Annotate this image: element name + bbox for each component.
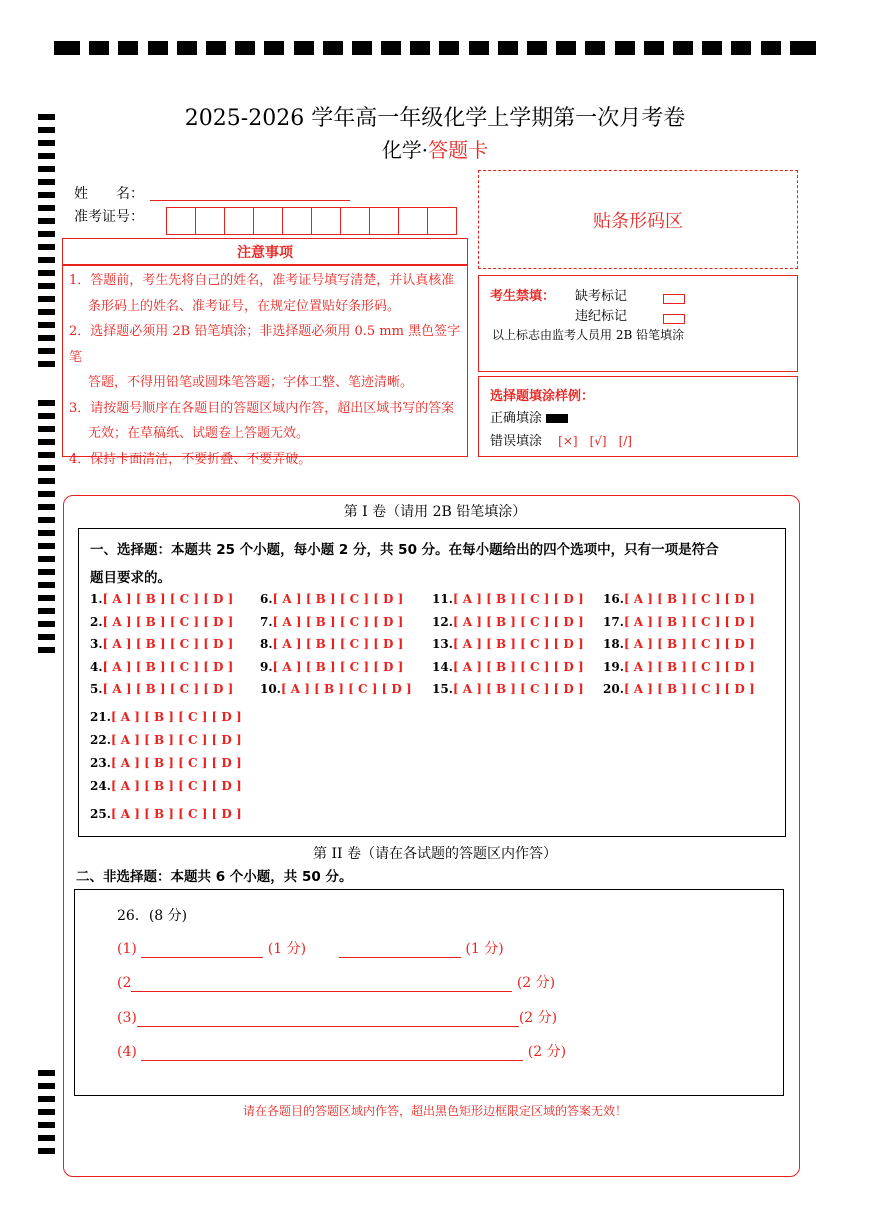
question-number: 25. (90, 807, 111, 821)
notice-item: 条形码上的姓名、准考证号，在规定位置贴好条形码。 (88, 298, 401, 314)
part1-title: 第 I 卷（请用 2B 铅笔填涂） (343, 504, 527, 520)
question-number: 5. (90, 682, 103, 696)
choice-question[interactable] (603, 592, 755, 606)
violation-checkbox[interactable] (663, 308, 685, 327)
q26-part3-score: (2 分) (518, 1010, 558, 1026)
q26-part4-label: (4) (117, 1044, 137, 1060)
notice-item: 2．选择题必须用 2B 铅笔填涂；非选择题必须用 0.5 mm 黑色签字笔 (69, 324, 461, 365)
question-number: 7. (260, 615, 273, 629)
choice-question[interactable] (90, 756, 242, 770)
question-number: 4. (90, 660, 103, 674)
notice-box (62, 265, 468, 467)
choice-question[interactable] (432, 682, 584, 696)
name-field[interactable] (150, 200, 350, 201)
sample-correct-row (490, 407, 568, 426)
sample-wrong-row (490, 430, 632, 449)
answer-options[interactable]: [ A ] [ B ] [ C ] [ D ] (272, 615, 404, 629)
choice-question[interactable] (90, 779, 242, 793)
question-number: 18. (603, 637, 624, 651)
sample-title: 选择题填涂样例： (490, 389, 595, 404)
choice-question[interactable] (90, 682, 233, 696)
choice-question[interactable] (260, 592, 403, 606)
answer-options[interactable]: [ A ] [ B ] [ C ] [ D ] (110, 779, 242, 793)
answer-options[interactable]: [ A ] [ B ] [ C ] [ D ] (280, 682, 412, 696)
q26-part1 (117, 938, 504, 958)
question-number: 19. (603, 660, 624, 674)
question-number: 6. (260, 592, 273, 606)
choice-question[interactable] (603, 660, 755, 674)
barcode-area (478, 170, 798, 269)
filled-mark-icon (546, 414, 568, 423)
id-number-grid[interactable] (166, 207, 456, 235)
answer-options[interactable]: [ A ] [ B ] [ C ] [ D ] (452, 682, 584, 696)
top-timing-marks (54, 41, 816, 55)
choice-question[interactable] (432, 660, 584, 674)
answer-options[interactable]: [ A ] [ B ] [ C ] [ D ] (272, 660, 404, 674)
answer-options[interactable]: [ A ] [ B ] [ C ] [ D ] (102, 592, 234, 606)
question-number: 24. (90, 779, 111, 793)
notice-item: 4．保持卡面清洁，不要折叠、不要弄破。 (69, 451, 312, 467)
notice-header (62, 238, 468, 265)
answer-options[interactable]: [ A ] [ B ] [ C ] [ D ] (102, 660, 234, 674)
answer-options[interactable]: [ A ] [ B ] [ C ] [ D ] (110, 710, 242, 724)
answer-options[interactable]: [ A ] [ B ] [ C ] [ D ] (272, 592, 404, 606)
part2-instruction: 二、非选择题：本题共 6 个小题，共 50 分。 (76, 869, 353, 885)
question-number: 3. (90, 637, 103, 651)
question-number: 9. (260, 660, 273, 674)
choice-question[interactable] (260, 682, 412, 696)
q26-part2 (117, 972, 555, 992)
q26-part2-score: (2 分) (516, 975, 556, 991)
choice-question[interactable] (260, 637, 403, 651)
question-number: 21. (90, 710, 111, 724)
answer-options[interactable]: [ A ] [ B ] [ C ] [ D ] (623, 682, 755, 696)
question-number: 14. (432, 660, 453, 674)
answer-options[interactable]: [ A ] [ B ] [ C ] [ D ] (623, 637, 755, 651)
choice-question[interactable] (90, 710, 242, 724)
sample-wrong-label: 错误填涂 (490, 434, 543, 449)
answer-options[interactable]: [ A ] [ B ] [ C ] [ D ] (110, 733, 242, 747)
q26-part3-label: (3) (117, 1010, 137, 1026)
notice-item: 1．答题前，考生先将自己的姓名，准考证号填写清楚，并认真核准 (69, 273, 455, 288)
question-number: 10. (260, 682, 281, 696)
part2-title: 第 II 卷（请在各试题的答题区内作答） (313, 846, 557, 862)
page-subtitle (0, 134, 870, 163)
q26-part1-label: (1) (117, 941, 137, 957)
violation-label: 违纪标记 (575, 309, 628, 324)
answer-options[interactable]: [ A ] [ B ] [ C ] [ D ] (452, 592, 584, 606)
question-number: 20. (603, 682, 624, 696)
q26-part4 (117, 1041, 566, 1061)
part1-instruction-cont: 题目要求的。 (90, 570, 171, 586)
absent-label: 缺考标记 (575, 289, 628, 304)
q26-part1-blank-a[interactable] (141, 943, 263, 958)
choice-question[interactable] (260, 615, 403, 629)
q26-part3 (117, 1007, 557, 1027)
name-label: 姓 名： (74, 186, 144, 202)
choice-question[interactable] (432, 637, 584, 651)
forbidden-note: 以上标志由监考人员用 2B 铅笔填涂 (492, 328, 685, 342)
left-timing-marks-middle (38, 400, 55, 660)
absent-checkbox[interactable] (663, 288, 685, 307)
question-number: 1. (90, 592, 103, 606)
notice-item: 3．请按题号顺序在各题目的答题区域内作答，超出区域书写的答案 (69, 400, 455, 416)
answer-options[interactable]: [ A ] [ B ] [ C ] [ D ] (272, 637, 404, 651)
subtitle-suffix: 答题卡 (428, 138, 489, 162)
choice-question[interactable] (432, 615, 584, 629)
choice-question[interactable] (90, 592, 233, 606)
answer-options[interactable]: [ A ] [ B ] [ C ] [ D ] (623, 592, 755, 606)
subtitle-prefix: 化学· (381, 138, 429, 162)
sample-correct-label: 正确填涂 (490, 411, 543, 426)
choice-question[interactable] (90, 733, 242, 747)
notice-item: 无效；在草稿纸、试题卷上答题无效。 (88, 426, 310, 441)
q26-part1-score-a: (1 分) (267, 941, 307, 957)
q26-part1-score-b: (1 分) (465, 941, 504, 957)
choice-question[interactable] (90, 615, 233, 629)
sample-wrong-marks: [×] [√] [/] (558, 434, 632, 448)
part1-instruction: 一、选择题：本题共 25 个小题，每小题 2 分，共 50 分。在每小题给出的四个选项中，只有一项是符合 (90, 542, 719, 558)
forbidden-box (478, 275, 798, 372)
answer-options[interactable]: [ A ] [ B ] [ C ] [ D ] (102, 682, 234, 696)
choice-question[interactable] (603, 682, 755, 696)
choice-question[interactable] (603, 615, 755, 629)
choice-question[interactable] (90, 660, 233, 674)
question-number: 13. (432, 637, 453, 651)
footer-warning: 请在各题目的答题区域内作答，超出黑色矩形边框限定区域的答案无效！ (242, 1104, 627, 1118)
q26-part4-score: (2 分) (527, 1044, 567, 1060)
question-number: 8. (260, 637, 273, 651)
question-number: 17. (603, 615, 624, 629)
choice-question[interactable] (90, 637, 233, 651)
answer-options[interactable]: [ A ] [ B ] [ C ] [ D ] (623, 660, 755, 674)
forbidden-title: 考生禁填： (490, 289, 556, 304)
answer-options[interactable]: [ A ] [ B ] [ C ] [ D ] (623, 615, 755, 629)
q26-title: 26．(8 分) (117, 908, 188, 924)
answer-options[interactable]: [ A ] [ B ] [ C ] [ D ] (110, 756, 242, 770)
question-number: 22. (90, 733, 111, 747)
answer-options[interactable]: [ A ] [ B ] [ C ] [ D ] (102, 637, 234, 651)
q26-part1-blank-b[interactable] (339, 943, 461, 958)
barcode-label: 贴条形码区 (593, 210, 683, 232)
page-title: 2025-2026 学年高一年级化学上学期第一次月考卷 (184, 106, 686, 131)
id-label: 准考证号： (74, 209, 144, 225)
q26-part3-blank[interactable] (137, 1012, 519, 1027)
choice-question[interactable] (603, 637, 755, 651)
choice-question[interactable] (90, 807, 242, 821)
sample-box (478, 376, 798, 457)
q26-part2-label: (2 (117, 975, 132, 991)
question-number: 16. (603, 592, 624, 606)
answer-options[interactable]: [ A ] [ B ] [ C ] [ D ] (102, 615, 234, 629)
answer-options[interactable]: [ A ] [ B ] [ C ] [ D ] (452, 660, 584, 674)
notice-item: 答题，不得用铅笔或圆珠笔答题；字体工整、笔迹清晰。 (88, 375, 414, 390)
question-number: 23. (90, 756, 111, 770)
q26-part4-blank[interactable] (141, 1046, 523, 1061)
notice-title: 注意事项 (237, 244, 293, 261)
question-number: 2. (90, 615, 103, 629)
answer-options[interactable]: [ A ] [ B ] [ C ] [ D ] (110, 807, 242, 821)
q26-part2-blank[interactable] (131, 977, 512, 992)
question-number: 11. (432, 592, 453, 606)
answer-options[interactable]: [ A ] [ B ] [ C ] [ D ] (452, 615, 584, 629)
choice-question[interactable] (260, 660, 403, 674)
answer-options[interactable]: [ A ] [ B ] [ C ] [ D ] (452, 637, 584, 651)
question-number: 15. (432, 682, 453, 696)
choice-question[interactable] (432, 592, 584, 606)
question-number: 12. (432, 615, 453, 629)
